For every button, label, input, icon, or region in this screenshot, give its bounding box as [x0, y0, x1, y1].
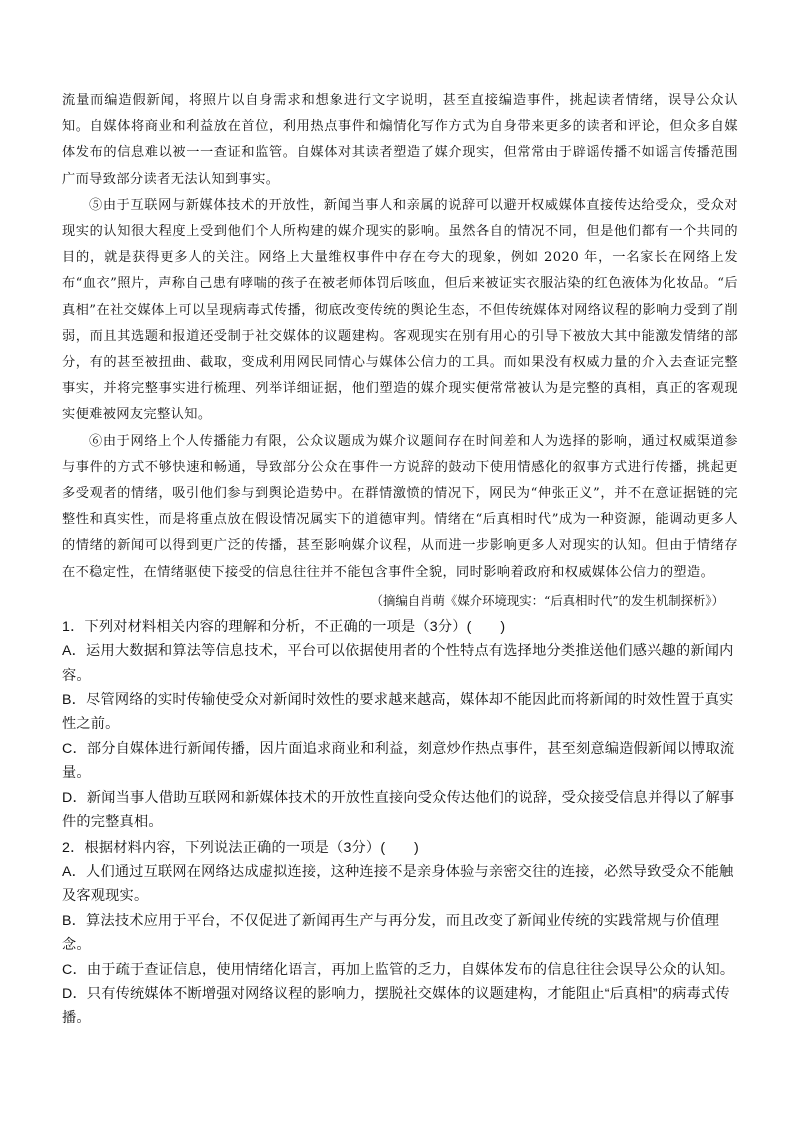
question-1: [62, 615, 738, 835]
question-section: [62, 615, 738, 1031]
option-c: C．由于疏于查证信息，使用情绪化语言，再加上监管的乏力，自媒体发布的信息往往会误导公众的认知。: [62, 961, 735, 978]
document-page: [62, 88, 738, 1031]
question-stem: 1．下列对材料相关内容的理解和分析，不正确的一项是（3分）( ): [62, 618, 506, 635]
option-a: A．运用大数据和算法等信息技术，平台可以依据使用者的个性特点有选择地分类推送他们感兴趣的新闻内容。: [62, 643, 734, 684]
article-paragraph-6: ⑥由于网络上个人传播能力有限，公众议题成为媒介议题间存在时间差和人为选择的影响，通过权威渠道参与事件的方式不够快速和畅通，导致部分公众在事件一方说辞的鼓动下使用情感化的叙事方式进行传播，挑起更多受观者的情绪，吸引他们参与到舆论造势中。在群情激愤的情况下，网民为“伸张正义”，并不在意证据链的完整性和真实性，而是将重点放在假设情况属实下的道德审判。情绪在“后真相时代”成为一种资源，能调动更多人的情绪的新闻可以得到更广泛的传播，甚至影响媒介议程，从而进一步影响更多人对现实的认知。但由于情绪存在不稳定性，在情绪驱使下接受的信息往往并不能包含事件全貌，同时影响着政府和权威媒体公信力的塑造。: [62, 433, 738, 580]
option-a: A．人们通过互联网在网络达成虚拟连接，这种连接不是亲身体验与亲密交往的连接，必然导致受众不能触及客观现实。: [62, 863, 734, 905]
article-source: （摘编自肖萌《媒介环境现实：“后真相时代”的发生机制探析》）: [370, 592, 724, 608]
option-d: D．只有传统媒体不断增强对网络议程的影响力，摆脱社交媒体的议题建构，才能阻止“后真相”的病毒式传播。: [62, 985, 730, 1027]
option-c: C．部分自媒体进行新闻传播，因片面追求商业和利益，刻意炒作热点事件，甚至刻意编造假新闻以博取流量。: [62, 740, 735, 782]
question-2: [62, 836, 738, 1031]
option-d: D．新闻当事人借助互联网和新媒体技术的开放性直接向受众传达他们的说辞，受众接受信息并得以了解事件的完整真相。: [62, 789, 735, 831]
article-paragraph-continued: 流量而编造假新闻，将照片以自身需求和想象进行文字说明，甚至直接编造事件，挑起读者情绪，误导公众认知。自媒体将商业和利益放在首位，利用热点事件和煽情化写作方式为自身带来更多的读者和评论，但众多自媒体发布的信息难以被一一查证和监管。自媒体对其读者塑造了媒介现实，但常常由于辟谣传播不如谣言传播范围广而导致部分读者无法认知到事实。: [62, 93, 738, 187]
option-b: B．算法技术应用于平台，不仅促进了新闻再生产与再分发，而且改变了新闻业传统的实践常规与价值理念。: [62, 912, 720, 954]
article-body: [62, 88, 738, 586]
option-b: B．尽管网络的实时传输使受众对新闻时效性的要求越来越高，媒体却不能因此而将新闻的时效性置于真实性之前。: [62, 692, 734, 733]
article-paragraph-5: ⑤由于互联网与新媒体技术的开放性，新闻当事人和亲属的说辞可以避开权威媒体直接传达给受众，受众对现实的认知很大程度上受到他们个人所构建的媒介现实的影响。虽然各自的情况不同，但是他们都有一个共同的目的，就是获得更多人的关注。网络上大量维权事件中存在夸大的现象，例如 2020 年，一名家长在网络上发布“血衣”照片，声称自己患有哮喘的孩子在被老师体罚后咳血，但后来被证实衣服沾染的红色液体为化妆品。“后真相”在社交媒体上可以呈现病毒式传播，彻底改变传统的舆论生态，不但传统媒体对网络议程的影响力受到了削弱，而且其选题和报道还受制于社交媒体的议题建构。客观现实在别有用心的引导下被放大其中能激发情绪的部分，有的甚至被扭曲、截取，变成利用网民同情心与媒体公信力的工具。而如果没有权威力量的介入去查证完整事实，并将完整事实进行梳理、列举详细证据，他们塑造的媒介现实便常常被认为是完整的真相，真正的客观现实便难被网友完整认知。: [62, 197, 738, 423]
question-stem: 2．根据材料内容，下列说法正确的一项是（3分）( ): [62, 839, 419, 856]
